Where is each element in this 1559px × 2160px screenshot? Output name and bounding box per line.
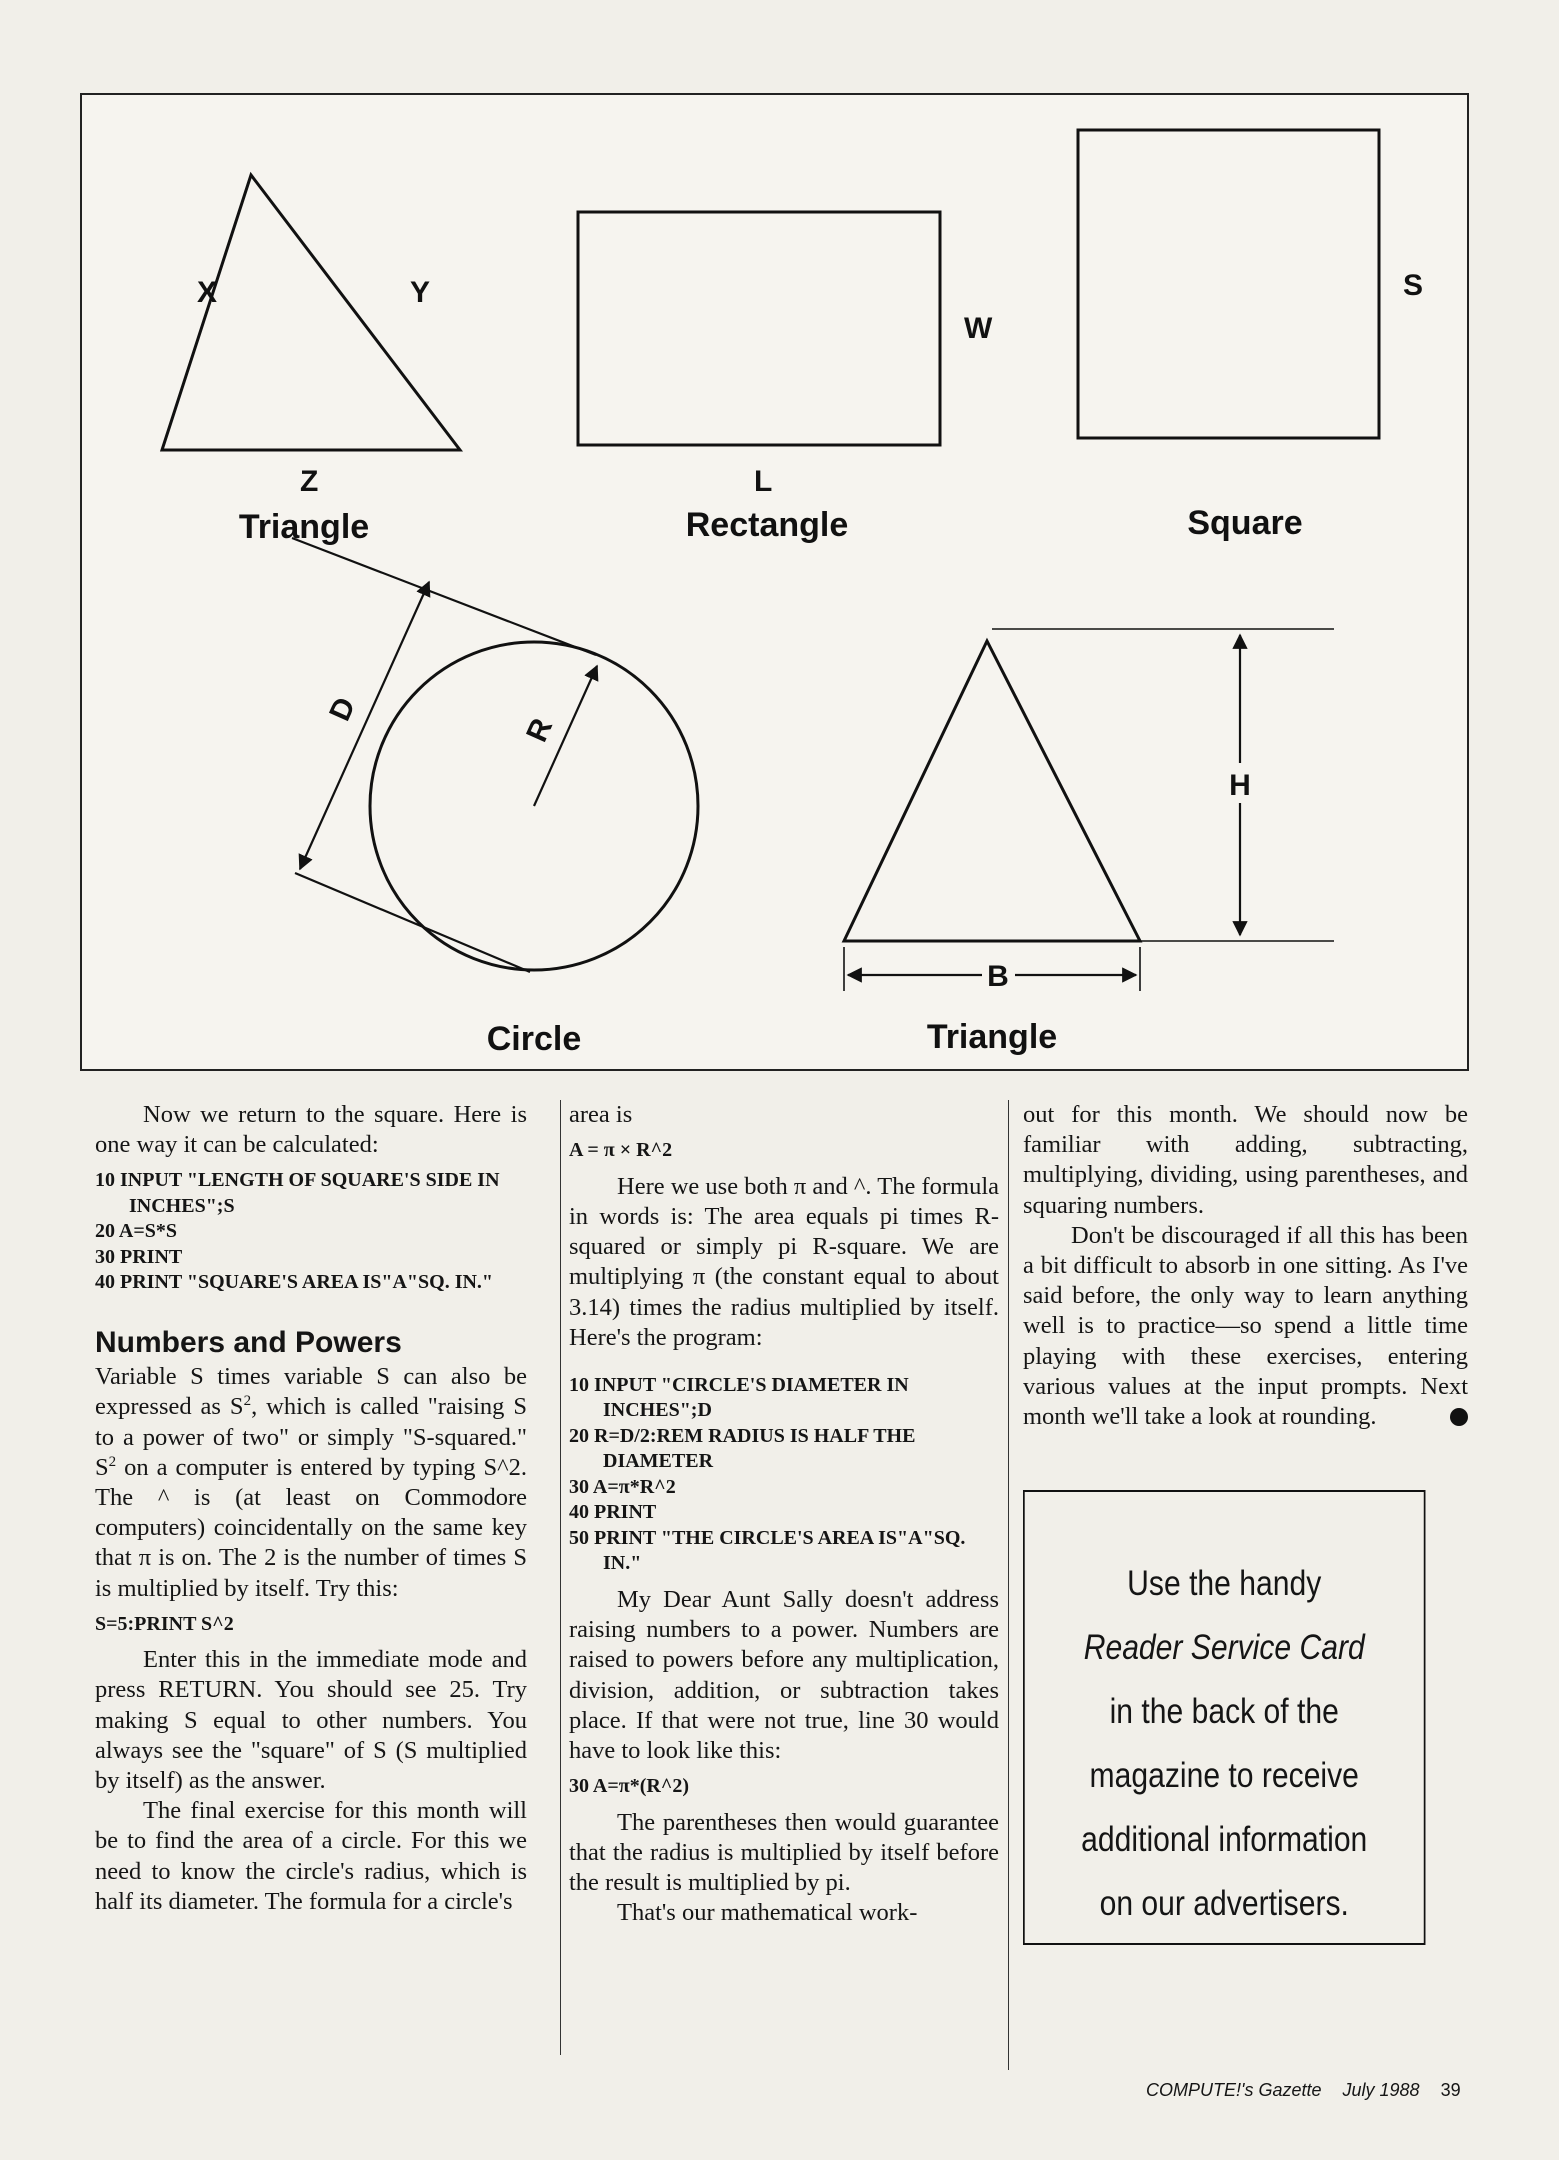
- square-side-s-label: S: [1403, 269, 1424, 302]
- square-shape: [1078, 130, 1379, 438]
- code-line: 30 PRINT: [95, 1245, 183, 1268]
- code-listing-parentheses: [569, 1774, 999, 1800]
- square-caption: Square: [1187, 504, 1303, 542]
- code-line: 20 A=S*S: [95, 1220, 177, 1243]
- circle-caption: Circle: [486, 1020, 582, 1058]
- rectangle-side-l-label: L: [754, 465, 773, 498]
- triangle-height-h-label: H: [1229, 769, 1251, 802]
- article-column-3: [1008, 1100, 1507, 2070]
- tangent-line-top: [292, 538, 596, 655]
- tangent-line-bottom: [295, 873, 530, 972]
- code-line: 10 INPUT "LENGTH OF SQUARE'S SIDE IN INCHES";S: [95, 1169, 500, 1217]
- diameter-arrow: [300, 582, 429, 869]
- ad-line: additional information: [1081, 1820, 1368, 1860]
- code-line: 10 INPUT "CIRCLE'S DIAMETER IN INCHES";D: [569, 1373, 909, 1422]
- paragraph: area is: [569, 1101, 633, 1128]
- end-of-article-icon: G: [1450, 1408, 1468, 1426]
- code-line: 30 A=π*R^2: [569, 1475, 676, 1498]
- article-column-2: [560, 1100, 999, 2055]
- code-line: 40 PRINT: [569, 1501, 657, 1524]
- page-footer: [1146, 2080, 1477, 2101]
- formula-line: A = π × R^2: [569, 1139, 673, 1162]
- paragraph: Don't be discouraged if all this has been a bit difficult to absorb in one sitting. As I've said before, the only way to learn anything well is to practice—so spend a little time playing with these exercises, entering various values at the input prompts. Next month we'll take a look at rounding. G: [1023, 1221, 1507, 1431]
- superscript: 2: [108, 1453, 117, 1470]
- code-listing-square: [95, 1168, 527, 1296]
- triangle-caption: Triangle: [238, 508, 370, 546]
- ad-line: Use the handy: [1127, 1564, 1322, 1604]
- triangle-base-b-label: B: [987, 960, 1009, 993]
- code-listing-circle: [569, 1373, 999, 1577]
- code-listing-immediate: [95, 1612, 527, 1638]
- circle-radius-r-label: R: [520, 713, 560, 747]
- triangle-side-y-label: Y: [410, 276, 431, 309]
- reader-service-ad: [1023, 1490, 1425, 1945]
- section-heading: Numbers and Powers: [95, 1325, 402, 1359]
- article-column-1: [95, 1100, 527, 1917]
- paragraph: Here we use both π and ^. The formula in words is: The area equals pi times R-squared or simply pi R-square. We are multiplying π (the constant equal to about 3.14) times the radius multiplied by itself. Here's the program:: [569, 1172, 999, 1351]
- circle-diameter-d-label: D: [323, 692, 363, 726]
- ad-line: Reader Service Card: [1083, 1628, 1365, 1668]
- code-line: 20 R=D/2:REM RADIUS IS HALF THE DIAMETER: [569, 1424, 916, 1473]
- ad-line: on our advertisers.: [1099, 1884, 1349, 1924]
- triangle-side-x-label: X: [197, 276, 218, 309]
- shapes-diagram: [82, 95, 1467, 1069]
- ad-line: in the back of the: [1109, 1692, 1339, 1732]
- page-number: 39: [1440, 2080, 1461, 2100]
- triangle-side-z-label: Z: [300, 465, 319, 498]
- rectangle-shape: [578, 212, 940, 445]
- circle-area-formula: [569, 1138, 999, 1164]
- rectangle-caption: Rectangle: [685, 506, 849, 544]
- code-line: S=5:PRINT S^2: [95, 1612, 234, 1635]
- triangle-hb-shape: [844, 641, 1140, 941]
- paragraph: That's our mathematical work-: [617, 1899, 918, 1927]
- code-line: 50 PRINT "THE CIRCLE'S AREA IS"A"SQ. IN.": [569, 1526, 966, 1575]
- code-line: 40 PRINT "SQUARE'S AREA IS"A"SQ. IN.": [95, 1271, 494, 1294]
- ad-line: magazine to receive: [1089, 1756, 1359, 1796]
- rectangle-side-w-label: W: [964, 312, 993, 345]
- triangle-xyz-shape: [162, 175, 460, 450]
- paragraph: Variable S times variable S can also be expressed as $S^2$, which is called "raising S to a power of two" or simply "S-squared." $S^2$ on a computer is entered by typing S^2. The ^ is (at least on Commodore computers) coincidentally on the same key that π is on. The 2 is the number of times S is multiplied by itself. Try this:: [95, 1363, 527, 1602]
- geometry-figure: [80, 93, 1469, 1071]
- issue-date: July 1988: [1342, 2080, 1420, 2100]
- paragraph: The parentheses then would guarantee that the radius is multiplied by itself before the result is multiplied by pi.: [569, 1808, 999, 1897]
- triangle2-caption: Triangle: [926, 1018, 1058, 1056]
- code-line: 30 A=π*(R^2): [569, 1775, 690, 1798]
- magazine-name: COMPUTE!'s Gazette: [1146, 2080, 1322, 2100]
- paragraph: Enter this in the immediate mode and press RETURN. You should see 25. Try making S equal to other numbers. You always see the "square" of S (S multiplied by itself) as the answer.: [95, 1646, 527, 1795]
- paragraph: out for this month. We should now be familiar with adding, subtracting, multiplying, dividing, using parentheses, and squaring numbers.: [1023, 1101, 1468, 1219]
- paragraph: The final exercise for this month will be to find the area of a circle. For this we need to know the circle's radius, which is half its diameter. The formula for a circle's: [95, 1797, 527, 1915]
- paragraph: My Dear Aunt Sally doesn't address raising numbers to a power. Numbers are raised to powers before any multiplication, division, addition, or subtraction takes place. If that were not true, line 30 would have to look like this:: [569, 1585, 999, 1764]
- paragraph: Now we return to the square. Here is one way it can be calculated:: [95, 1101, 527, 1159]
